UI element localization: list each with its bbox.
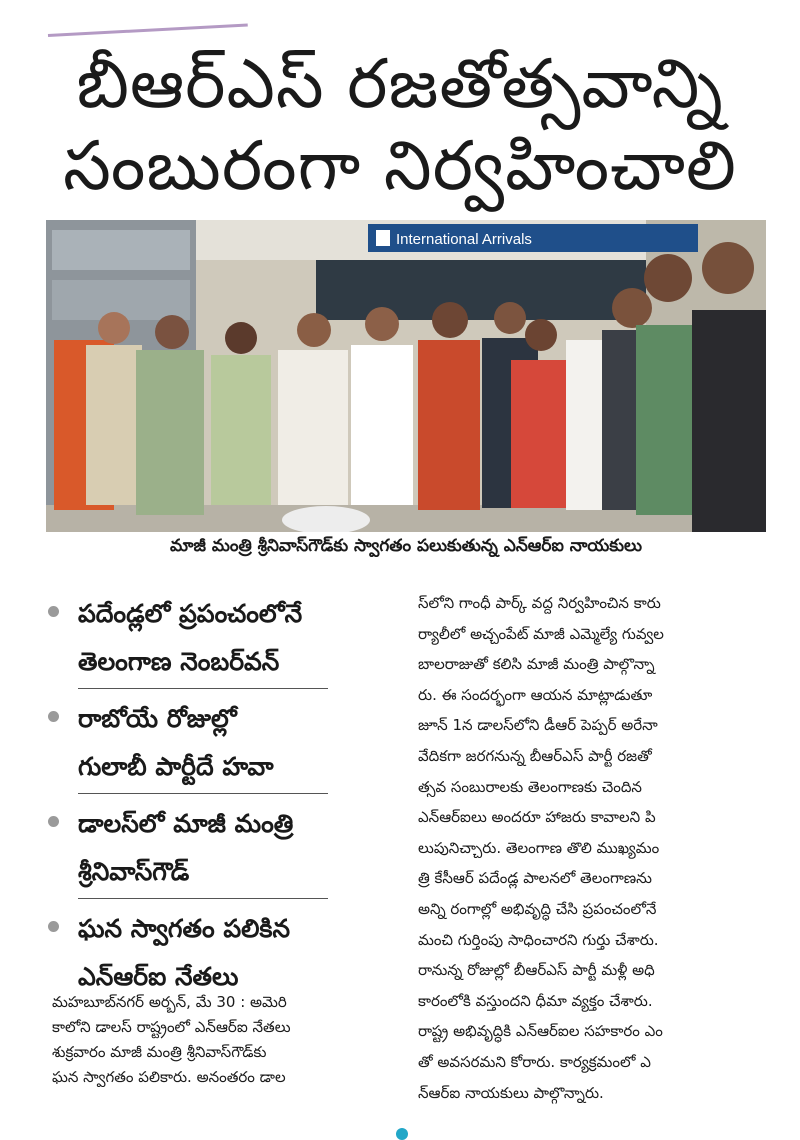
arrivals-sign-text: International Arrivals [396,231,532,248]
body-line: బాలరాజుతో కలిసి మాజీ మంత్రి పాల్గొన్నా [418,655,655,674]
body-line: అన్ని రంగాల్లో అభివృద్ధి చేసి ప్రపంచంలోనే [418,899,657,918]
headline [30,44,770,208]
highlight-item [42,800,332,896]
bullet-icon [48,816,59,827]
headline-line-1: బీఆర్‌ఎస్ రజతోత్సవాన్ని [76,45,724,124]
bullet-icon [48,606,59,617]
photo-caption: మాజీ మంత్రి శ్రీనివాస్‌గౌడ్‌కు స్వాగతం పలుకుతున్న ఎన్‌ఆర్‌ఐ నాయకులు [170,536,642,556]
headline-line-2: సంబురంగా నిర్వహించాలి [63,127,737,206]
body-line: వేదికగా జరగనున్న బీఆర్‌ఎస్ పార్టీ రజతో [418,746,652,765]
article-body-right [418,588,774,1108]
news-photo [46,220,766,532]
decorative-rule [48,24,248,37]
body-line: తో అవసరమని కోరారు. కార్యక్రమంలో ఎ [418,1052,651,1071]
body-line: న్‌ఆర్‌ఐ నాయకులు పాల్గొన్నారు. [418,1083,604,1102]
highlight-item [42,905,332,1001]
body-line: ర్యాలీలో అచ్చంపేట్ మాజీ ఎమ్మెల్యే గువ్వల [418,624,664,643]
body-line: ఎన్‌ఆర్‌ఐలు అందరూ హాజరు కావాలని పి [418,808,656,827]
body-line: కారంలోకి వస్తుందని ధీమా వ్యక్తం చేశారు. [418,991,653,1010]
article-body-left [52,990,392,1090]
highlight-line: గులాబీ పార్టీదే హవా [78,752,274,781]
body-line: జూన్ 1న డాలస్‌లోని డీఆర్ పెప్పర్ అరేనా [418,716,658,735]
highlight-line: ఘన స్వాగతం పలికిన [78,914,291,943]
divider [78,688,328,689]
body-line: మంచి గుర్తింపు సాధించారని గుర్తు చేశారు. [418,930,659,949]
body-line: త్సవ సంబురాలకు తెలంగాణకు చెందిన [418,777,642,796]
highlight-item [42,590,332,686]
divider [78,898,328,899]
body-line: మహబూబ్‌నగర్ అర్బన్, మే 30 : అమెరి [52,993,287,1011]
body-line: రు. ఈ సందర్భంగా ఆయన మాట్లాడుతూ [418,685,653,704]
body-line: లుపునిచ్చారు. తెలంగాణ తొలి ముఖ్యమం [418,838,660,857]
highlight-line: తెలంగాణ నెంబర్‌వన్ [78,647,280,676]
divider [78,793,328,794]
body-line: ఘన స్వాగతం పలికారు. అనంతరం డాల [52,1068,286,1086]
highlight-line: రాబోయే రోజుల్లో [78,704,237,733]
body-line: త్రి కేసీఆర్ పదేండ్ల పాలనలో తెలంగాణను [418,869,652,888]
body-line: కాలోని డాలస్ రాష్ట్రంలో ఎన్‌ఆర్‌ఐ నేతలు [52,1018,291,1036]
highlight-line: ఎన్‌ఆర్‌ఐ నేతలు [78,962,239,991]
bullet-icon [48,711,59,722]
highlight-line: డాలస్‌లో మాజీ మంత్రి [78,809,294,838]
body-line: స్‌లోని గాంధీ పార్క్ వద్ద నిర్వహించిన కారు [418,594,661,612]
body-line: రానున్న రోజుల్లో బీఆర్‌ఎస్ పార్టీ మళ్లీ అధి [418,961,655,980]
highlights-list [42,590,332,1001]
bullet-icon [48,921,59,932]
highlight-item [42,695,332,791]
page-marker-dot [396,1128,408,1140]
photo-illustration [46,220,766,532]
body-line: రాష్ట్ర అభివృద్ధికి ఎన్‌ఆర్‌ఐల సహకారం ఎం [418,1022,663,1041]
body-line: శుక్రవారం మాజీ మంత్రి శ్రీనివాస్‌గౌడ్‌కు [52,1043,267,1061]
highlight-line: పదేండ్లలో ప్రపంచంలోనే [78,599,303,628]
highlight-line: శ్రీనివాస్‌గౌడ్ [78,857,190,886]
